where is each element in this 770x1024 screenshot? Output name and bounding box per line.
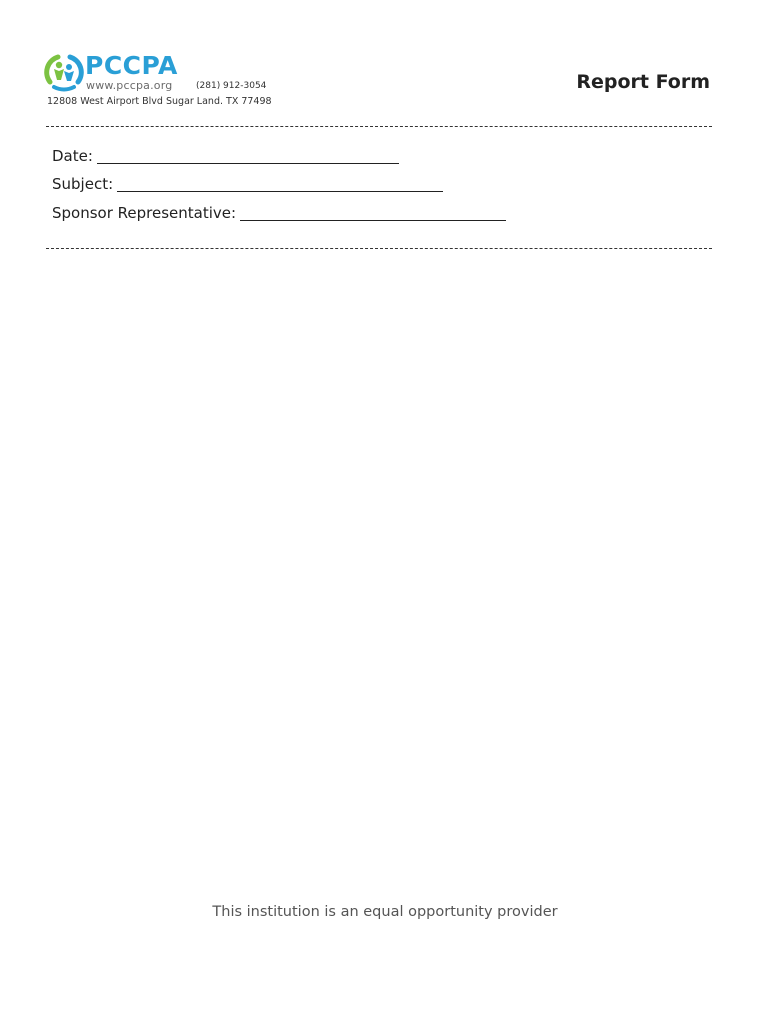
date-field: [52, 149, 399, 164]
subject-label: Subject:: [52, 175, 114, 193]
bottom-dashed-divider: [46, 248, 712, 249]
equal-opportunity-note: This institution is an equal opportunity provider: [212, 904, 558, 920]
sponsor-representative-field: [52, 206, 506, 221]
subject-blank-line[interactable]: [117, 177, 443, 192]
phone-number: (281) 912-3054: [196, 81, 267, 91]
subject-field: [52, 177, 443, 192]
date-blank-line[interactable]: [97, 149, 399, 164]
sponsor-representative-label: Sponsor Representative:: [52, 204, 237, 222]
brand-name: PCCPA: [85, 51, 178, 80]
top-dashed-divider: [46, 126, 712, 127]
page-title: Report Form: [576, 71, 710, 93]
pccpa-logo-icon: [44, 52, 84, 92]
sponsor-representative-blank-line[interactable]: [240, 206, 506, 221]
address: 12808 West Airport Blvd Sugar Land. TX 77498: [47, 96, 272, 107]
date-label: Date:: [52, 147, 93, 165]
brand-url: www.pccpa.org: [86, 79, 173, 92]
